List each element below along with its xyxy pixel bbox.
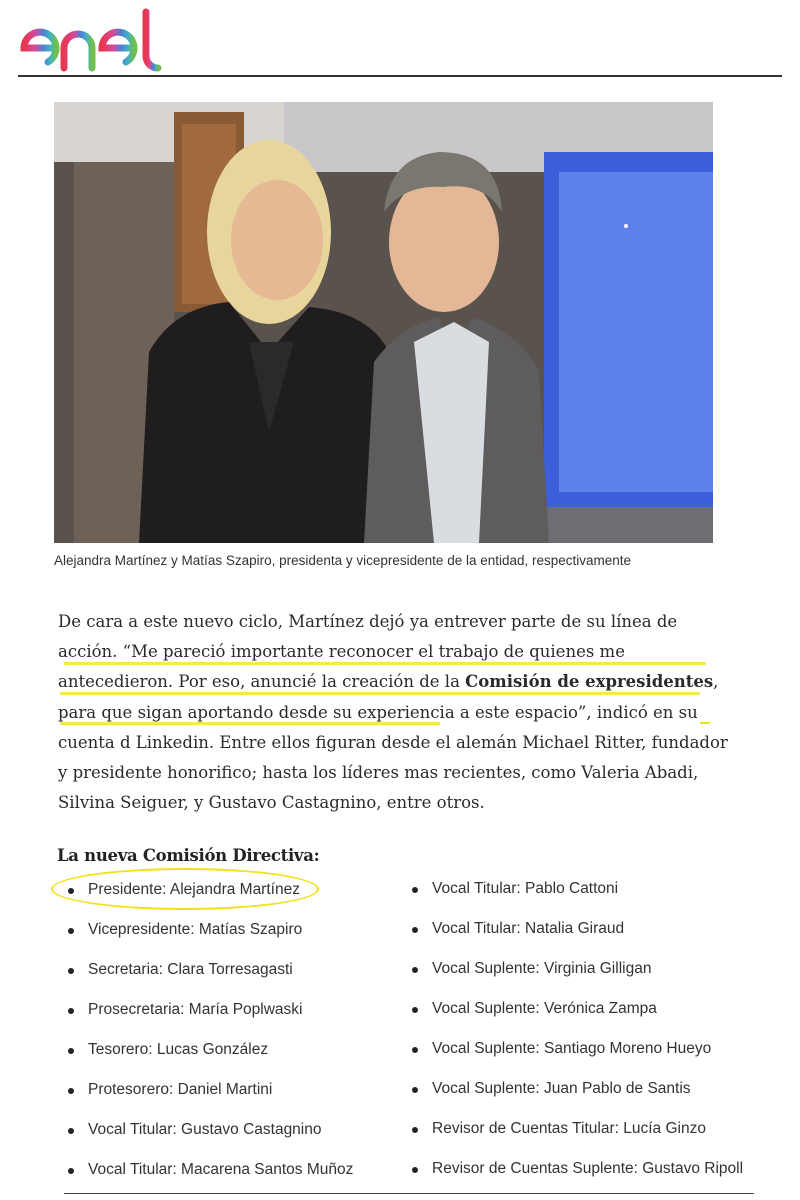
list-item: Prosecretaria: María Poplwaski [64,998,384,1038]
list-item: Vocal Suplente: Verónica Zampa [408,997,788,1037]
list-item: Vocal Titular: Pablo Cattoni [408,877,788,917]
list-item: Tesorero: Lucas González [64,1038,384,1078]
enel-logo[interactable] [18,8,178,72]
paragraph-text-1: De cara a este nuevo ciclo, Martínez dejó ya entrever parte de su línea de acción. “Me pareció importante reconocer el trabajo de quienes me antecedieron. Por eso, anuncié la creación de la [58,612,678,692]
commission-list-right [408,877,788,1197]
linkedin-highlight-mark [700,722,710,724]
list-item: Vocal Titular: Natalia Giraud [408,917,788,957]
list-item: Protesorero: Daniel Martini [64,1078,384,1118]
list-item: Vocal Titular: Macarena Santos Muñoz [64,1158,384,1198]
quote-highlight-line-1 [64,662,706,665]
site-header [18,6,782,77]
list-item: Vocal Suplente: Santiago Moreno Hueyo [408,1037,788,1077]
list-item: Secretaria: Clara Torresagasti [64,958,384,998]
photo-caption: Alejandra Martínez y Matías Szapiro, presidenta y vicepresidente de la entidad, respectivamente [54,553,632,568]
article-paragraph [58,607,738,818]
list-item: Vocal Suplente: Juan Pablo de Santis [408,1077,788,1117]
bottom-divider [64,1193,754,1194]
list-item: Vicepresidente: Matías Szapiro [64,918,384,958]
list-item: Presidente: Alejandra Martínez [64,878,384,918]
list-item: Vocal Titular: Gustavo Castagnino [64,1118,384,1158]
president-highlight-oval [51,868,319,910]
paragraph-text-2: , para que sigan aportando desde su experiencia a este espacio”, indicó en su cuenta d Linkedin. Entre ellos figuran desde el alemán Michael Ritter, fundador y presidente honorifico; hasta los líderes mas recientes, como Valeria Abadi, Silvina Seiguer, y Gustavo Castagnino, entre otros. [58,672,728,813]
quote-highlight-line-2 [60,692,700,695]
commission-list-left [64,878,384,1198]
commission-title: La nueva Comisión Directiva: [57,846,320,865]
paragraph-bold-text: Comisión de expresidentes [465,672,714,692]
quote-highlight-line-3 [60,722,440,725]
list-item: Revisor de Cuentas Titular: Lucía Ginzo [408,1117,788,1157]
list-item: Revisor de Cuentas Suplente: Gustavo Ripoll [408,1157,788,1197]
photo-illustration [54,102,713,543]
list-item: Vocal Suplente: Virginia Gilligan [408,957,788,997]
article-photo [54,102,713,543]
